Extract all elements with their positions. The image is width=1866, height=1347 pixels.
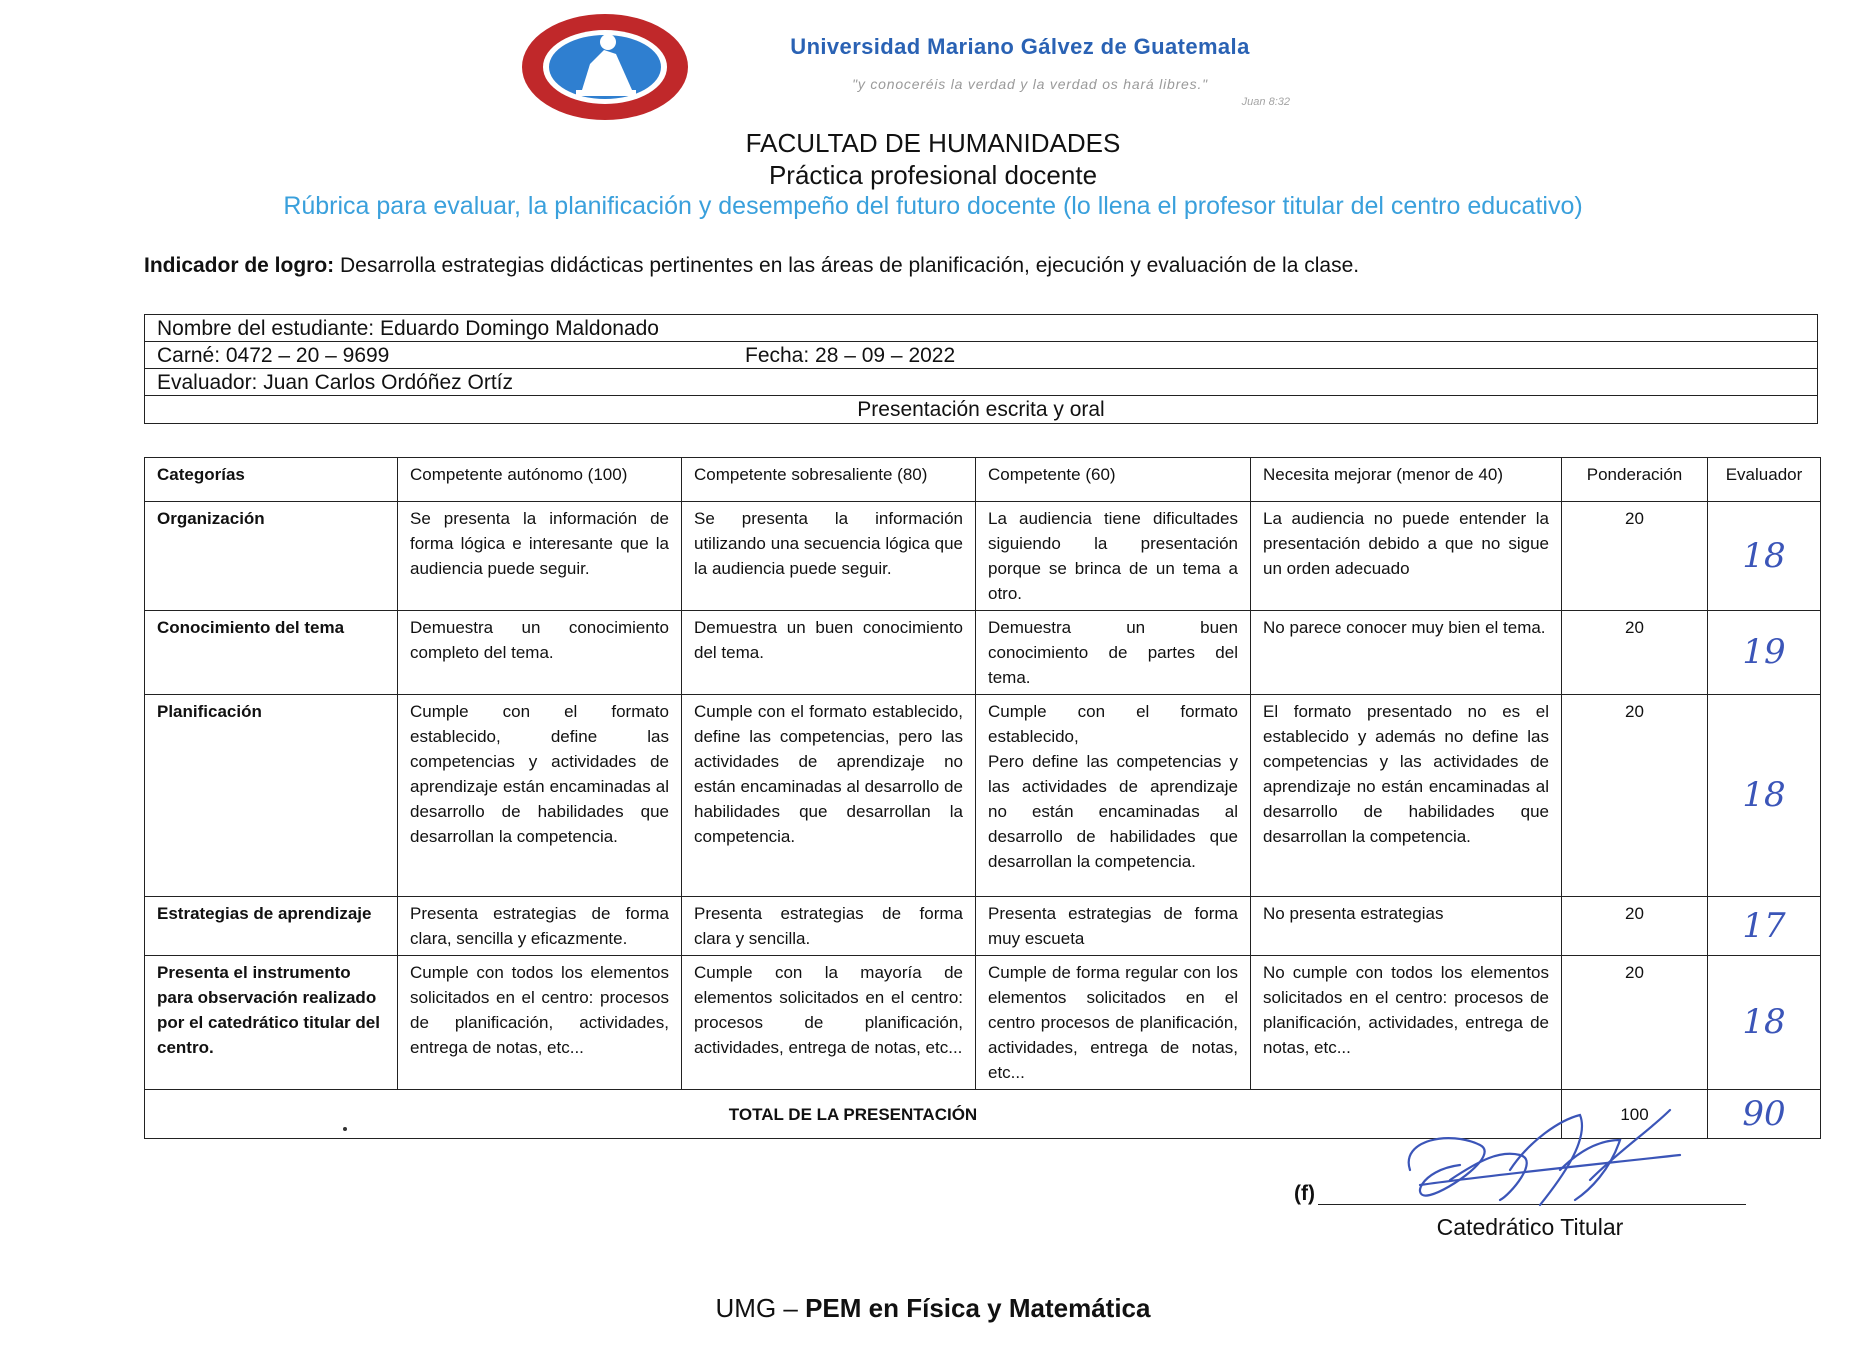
footer-prefix: UMG – bbox=[715, 1293, 806, 1323]
evaluator-name: Evaluador: Juan Carlos Ordóñez Ortíz bbox=[157, 371, 513, 394]
weight-cell: 20 bbox=[1562, 695, 1708, 897]
weight-cell: 20 bbox=[1562, 502, 1708, 611]
handwritten-score: 18 bbox=[1708, 502, 1821, 611]
footer-program bbox=[0, 1293, 1866, 1324]
category-cell: Planificación bbox=[145, 695, 398, 897]
category-cell: Conocimiento del tema bbox=[145, 611, 398, 695]
criteria-cell: La audiencia tiene dificultades siguiendo la presentación porque se brinca de un tema a otro. bbox=[976, 502, 1251, 611]
criteria-cell: Demuestra un conocimiento completo del tema. bbox=[398, 611, 682, 695]
carne-date-row bbox=[145, 342, 1817, 369]
practice-title: Práctica profesional docente bbox=[768, 160, 1098, 190]
motto-reference: Juan 8:32 bbox=[1241, 96, 1290, 108]
handwritten-score: 18 bbox=[1708, 956, 1821, 1090]
criteria-cell: Cumple con el formato establecido, define las competencias y actividades de aprendizaje están encaminadas al desarrollo de habilidades que desarrollan la competencia. bbox=[398, 695, 682, 897]
criteria-cell: Presenta estrategias de forma clara y sencilla. bbox=[682, 897, 976, 956]
total-label: TOTAL DE LA PRESENTACIÓN bbox=[145, 1090, 1562, 1139]
criteria-cell: No cumple con todos los elementos solicitados en el centro: procesos de planificación, actividades, entrega de notas, etc... bbox=[1251, 956, 1562, 1090]
table-row bbox=[145, 502, 1821, 611]
rubric-title: Rúbrica para evaluar, la planificación y desempeño del futuro docente (lo llena el profesor titular del centro educativo) bbox=[283, 192, 1583, 220]
total-weight: 100 bbox=[1562, 1090, 1708, 1139]
handwritten-total-score: 90 bbox=[1708, 1090, 1821, 1139]
indicator-text: Desarrolla estrategias didácticas pertinentes en las áreas de planificación, ejecución y evaluación de la clase. bbox=[334, 254, 1360, 277]
presentation-type: Presentación escrita y oral bbox=[857, 398, 1105, 421]
category-cell: Presenta el instrumento para observación realizado por el catedrático titular del centro. bbox=[145, 956, 398, 1090]
university-seal-logo bbox=[520, 12, 690, 122]
header-weight: Ponderación bbox=[1562, 458, 1708, 502]
criteria-cell: Se presenta la información utilizando una secuencia lógica que la audiencia puede seguir. bbox=[682, 502, 976, 611]
criteria-cell: El formato presentado no es el establecido y además no define las competencias y las actividades de aprendizaje no están encaminadas al desarrollo de habilidades que desarrollan la competencia. bbox=[1251, 695, 1562, 897]
criteria-cell: Cumple con el formato establecido, Pero define las competencias y las actividades de aprendizaje no están encaminadas al desarrollo de habilidades que desarrollan la competencia. bbox=[976, 695, 1251, 897]
header-evaluator: Evaluador bbox=[1708, 458, 1821, 502]
rubric-table bbox=[144, 457, 1821, 1139]
rubric-header-row bbox=[145, 458, 1821, 502]
indicator-label: Indicador de logro: bbox=[144, 254, 335, 277]
header-categories: Categorías bbox=[145, 458, 398, 502]
criteria-cell: Presenta estrategias de forma clara, sencilla y eficazmente. bbox=[398, 897, 682, 956]
student-name: Nombre del estudiante: Eduardo Domingo Maldonado bbox=[157, 317, 659, 340]
student-carne: Carné: 0472 – 20 – 9699 bbox=[157, 344, 390, 367]
student-name-row bbox=[145, 315, 1817, 342]
criteria-cell: Presenta estrategias de forma muy escueta bbox=[976, 897, 1251, 956]
header-competent-autonomous: Competente autónomo (100) bbox=[398, 458, 682, 502]
signature-prefix: (f) bbox=[1294, 1182, 1315, 1205]
header-needs-improvement: Necesita mejorar (menor de 40) bbox=[1251, 458, 1562, 502]
presentation-row bbox=[145, 396, 1817, 423]
student-info-box bbox=[144, 314, 1818, 424]
footer-program-name: PEM en Física y Matemática bbox=[805, 1293, 1151, 1323]
table-row bbox=[145, 897, 1821, 956]
criteria-cell: La audiencia no puede entender la presentación debido a que no sigue un orden adecuado bbox=[1251, 502, 1562, 611]
handwritten-signature bbox=[1390, 1100, 1690, 1220]
weight-cell: 20 bbox=[1562, 956, 1708, 1090]
header-competent-outstanding: Competente sobresaliente (80) bbox=[682, 458, 976, 502]
evaluation-date: Fecha: 28 – 09 – 2022 bbox=[745, 344, 956, 367]
criteria-cell: No parece conocer muy bien el tema. bbox=[1251, 611, 1562, 695]
faculty-title: FACULTAD DE HUMANIDADES bbox=[745, 128, 1121, 158]
table-row bbox=[145, 956, 1821, 1090]
criteria-cell: Se presenta la información de forma lógica e interesante que la audiencia puede seguir. bbox=[398, 502, 682, 611]
university-motto: "y conoceréis la verdad y la verdad os hará libres." bbox=[852, 76, 1208, 92]
handwritten-score: 19 bbox=[1708, 611, 1821, 695]
criteria-cell: Cumple con la mayoría de elementos solicitados en el centro: procesos de planificación, actividades, entrega de notas, etc... bbox=[682, 956, 976, 1090]
table-row bbox=[145, 611, 1821, 695]
achievement-indicator bbox=[144, 254, 1804, 278]
university-name: Universidad Mariano Gálvez de Guatemala bbox=[790, 34, 1250, 59]
criteria-cell: Demuestra un buen conocimiento de partes del tema. bbox=[976, 611, 1251, 695]
handwritten-score: 18 bbox=[1708, 695, 1821, 897]
criteria-cell: Cumple con el formato establecido, define las competencias, pero las actividades de aprendizaje no están encaminadas al desarrollo de habilidades que desarrollan la competencia. bbox=[682, 695, 976, 897]
criteria-cell: Demuestra un buen conocimiento del tema. bbox=[682, 611, 976, 695]
criteria-cell: Cumple con todos los elementos solicitados en el centro: procesos de planificación, actividades, entrega de notas, etc... bbox=[398, 956, 682, 1090]
evaluator-row bbox=[145, 369, 1817, 396]
handwritten-score: 17 bbox=[1708, 897, 1821, 956]
weight-cell: 20 bbox=[1562, 611, 1708, 695]
weight-cell: 20 bbox=[1562, 897, 1708, 956]
table-row bbox=[145, 695, 1821, 897]
signature-role: Catedrático Titular bbox=[1436, 1214, 1624, 1240]
stray-dot bbox=[343, 1127, 347, 1131]
criteria-cell: No presenta estrategias bbox=[1251, 897, 1562, 956]
criteria-cell: Cumple de forma regular con los elementos solicitados en el centro procesos de planificación, actividades, entrega de notas, etc... bbox=[976, 956, 1251, 1090]
category-cell: Estrategias de aprendizaje bbox=[145, 897, 398, 956]
category-cell: Organización bbox=[145, 502, 398, 611]
header-competent: Competente (60) bbox=[976, 458, 1251, 502]
